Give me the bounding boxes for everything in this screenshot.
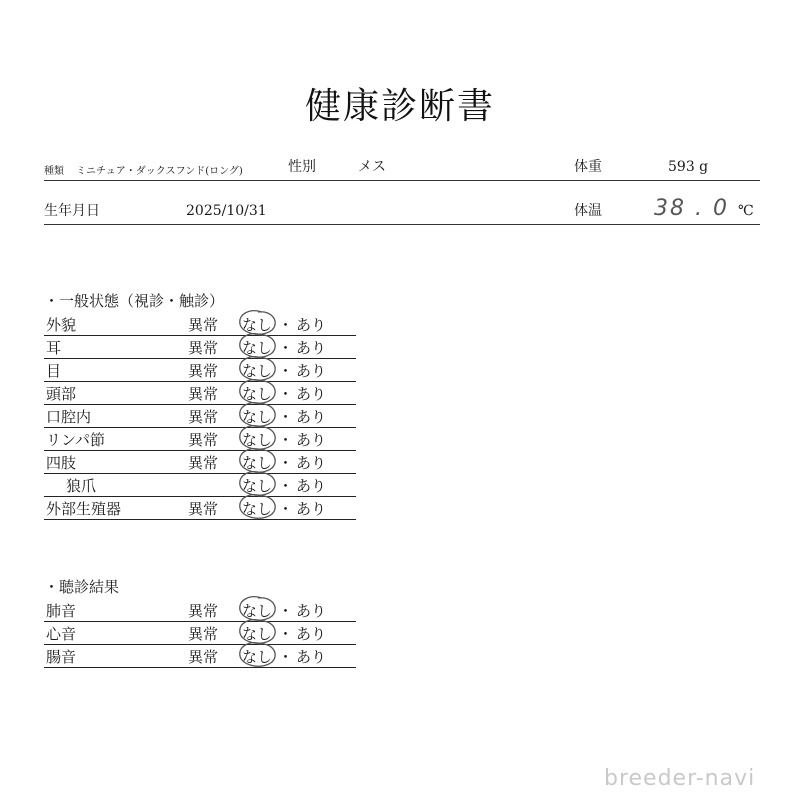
table-row [44,496,356,520]
birth-label: 生年月日 [44,203,100,219]
general-section-title: ・一般状態（視診・触診） [44,292,225,310]
table-row [44,335,356,359]
table-row [44,381,356,405]
separator-dot: ・ [278,648,294,666]
table-row [44,621,356,645]
none-option: なし [242,454,273,472]
separator-dot: ・ [278,500,294,518]
selection-circle-icon [232,490,282,524]
separator-dot: ・ [278,625,294,643]
present-option: あり [296,625,327,643]
row-label: 四肢 [46,454,77,472]
row-label: 頭部 [46,385,77,403]
present-option: あり [296,408,327,426]
present-option: あり [296,385,327,403]
separator-dot: ・ [278,477,294,495]
present-option: あり [296,454,327,472]
separator-dot: ・ [278,316,294,334]
separator-dot: ・ [278,454,294,472]
present-option: あり [296,648,327,666]
abnormal-option: 異常 [188,408,219,426]
row-label: 腸音 [46,648,77,666]
abnormal-option: 異常 [188,454,219,472]
info-divider-2 [44,224,760,225]
present-option: あり [296,500,327,518]
present-option: あり [296,339,327,357]
separator-dot: ・ [278,362,294,380]
none-option: なし [242,602,273,620]
table-row [44,450,356,474]
birth-value: 2025/10/31 [186,203,267,219]
abnormal-option: 異常 [188,316,219,334]
separator-dot: ・ [278,602,294,620]
table-row [44,427,356,451]
none-option: なし [242,477,273,495]
none-option: なし [242,408,273,426]
table-row [44,473,356,497]
sex-label: 性別 [288,159,316,175]
info-divider-1 [44,180,760,181]
row-label: 目 [46,362,62,380]
auscultation-section-title: ・聴診結果 [44,578,120,596]
breed-label: 種類 [44,166,64,177]
row-label: 耳 [46,339,62,357]
weight-label: 体重 [574,159,602,175]
none-option: なし [242,339,273,357]
table-row [44,358,356,382]
abnormal-option: 異常 [188,648,219,666]
abnormal-option: 異常 [188,362,219,380]
breed-value: ミニチュア・ダックスフンド(ロング) [76,166,243,177]
present-option: あり [296,477,327,495]
present-option: あり [296,431,327,449]
page-title: 健康診断書 [304,86,495,127]
temp-label: 体温 [574,203,602,219]
present-option: あり [296,362,327,380]
weight-value: 593 g [668,159,709,175]
present-option: あり [296,602,327,620]
sex-value: メス [358,159,386,175]
row-label: リンパ節 [46,431,105,449]
none-option: なし [242,431,273,449]
temp-value: 38 . 0 [654,196,729,221]
abnormal-option: 異常 [188,500,219,518]
row-label: 外部生殖器 [46,500,122,518]
none-option: なし [242,385,273,403]
none-option: なし [242,316,273,334]
none-option: なし [242,625,273,643]
separator-dot: ・ [278,431,294,449]
abnormal-option: 異常 [188,431,219,449]
separator-dot: ・ [278,339,294,357]
row-label: 心音 [46,625,77,643]
temp-unit: ℃ [738,203,754,219]
none-option: なし [242,362,273,380]
table-row [44,644,356,668]
present-option: あり [296,316,327,334]
row-label: 肺音 [46,602,77,620]
table-row [44,312,356,336]
table-row [44,598,356,622]
none-option: なし [242,500,273,518]
abnormal-option: 異常 [188,385,219,403]
abnormal-option: 異常 [188,339,219,357]
abnormal-option: 異常 [188,602,219,620]
table-row [44,404,356,428]
separator-dot: ・ [278,408,294,426]
selection-circle-icon [232,638,282,672]
none-option: なし [242,648,273,666]
separator-dot: ・ [278,385,294,403]
row-label: 狼爪 [66,477,97,495]
watermark: breeder-navi [604,766,756,791]
row-label: 外貌 [46,316,77,334]
row-label: 口腔内 [46,408,92,426]
abnormal-option: 異常 [188,625,219,643]
